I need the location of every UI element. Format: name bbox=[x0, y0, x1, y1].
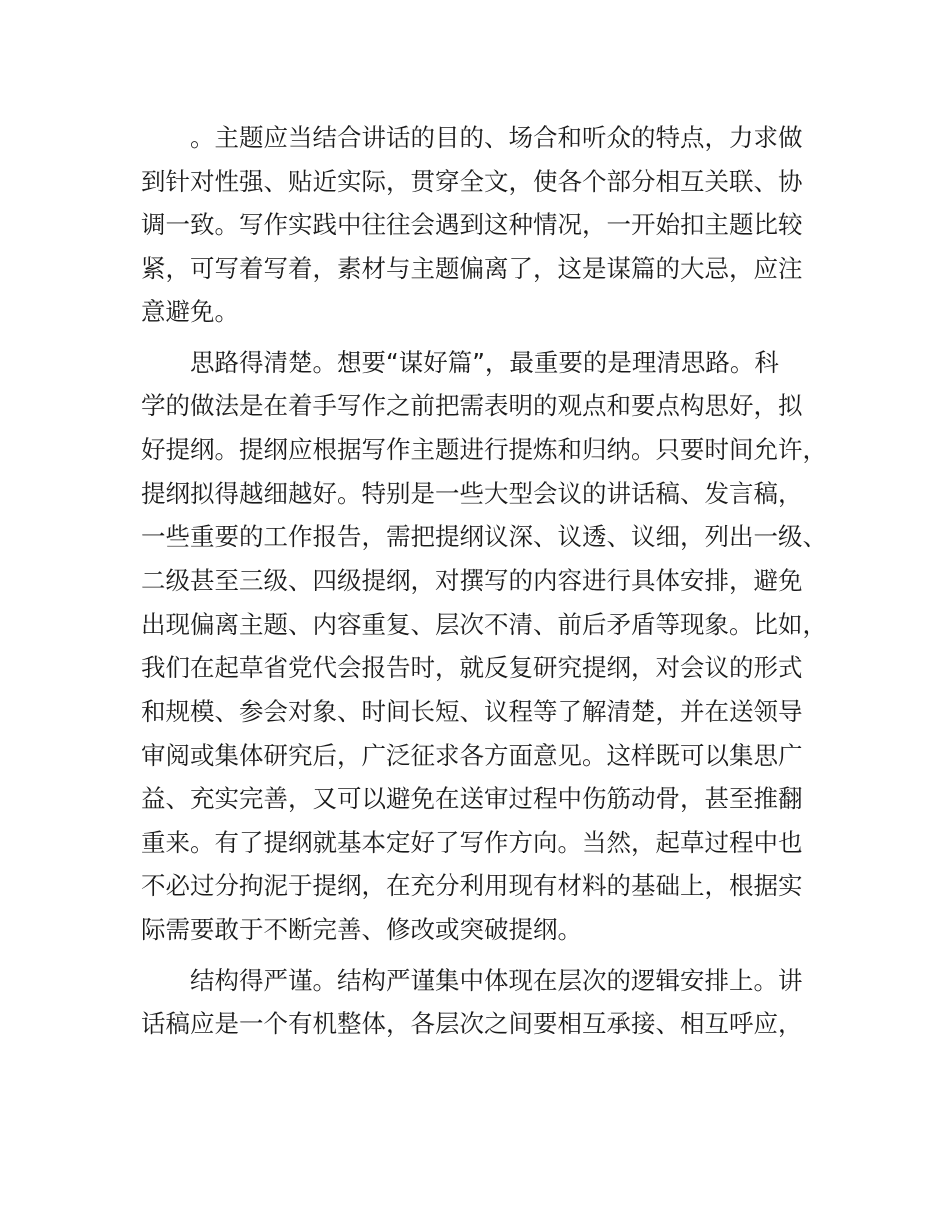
text-line: 出现偏离主题、内容重复、层次不清、前后矛盾等现象。比如， bbox=[141, 610, 827, 639]
text-line: 我们在起草省党代会报告时，就反复研究提纲，对会议的形式 bbox=[141, 653, 803, 682]
text-line: 到针对性强、贴近实际，贯穿全文，使各个部分相互关联、协 bbox=[141, 167, 803, 196]
text-line: 话稿应是一个有机整体，各层次之间要相互承接、相互呼应， bbox=[141, 1009, 803, 1038]
text-line: 际需要敢于不断完善、修改或突破提纲。 bbox=[141, 915, 582, 944]
text-line: 不必过分拘泥于提纲，在充分利用现有材料的基础上，根据实 bbox=[141, 871, 803, 900]
text-line: 。主题应当结合讲话的目的、场合和听众的特点，力求做 bbox=[190, 123, 803, 152]
text-line: 好提纲。提纲应根据写作主题进行提炼和归纳。只要时间允许， bbox=[141, 435, 827, 464]
text-line: 审阅或集体研究后，广泛征求各方面意见。这样既可以集思广 bbox=[141, 741, 803, 770]
text-line: 和规模、参会对象、时间长短、议程等了解清楚，并在送领导 bbox=[141, 697, 803, 726]
text-line: 思路得清楚。想要“谋好篇”，最重要的是理清思路。科 bbox=[190, 348, 779, 377]
text-line: 学的做法是在着手写作之前把需表明的观点和要点构思好，拟 bbox=[141, 391, 803, 420]
text-line: 结构得严谨。结构严谨集中体现在层次的逻辑安排上。讲 bbox=[190, 966, 803, 995]
text-line: 意避免。 bbox=[141, 297, 239, 326]
text-line: 提纲拟得越细越好。特别是一些大型会议的讲话稿、发言稿， bbox=[141, 479, 803, 508]
text-line: 紧，可写着写着，素材与主题偏离了，这是谋篇的大忌，应注 bbox=[141, 254, 803, 283]
text-line: 二级甚至三级、四级提纲，对撰写的内容进行具体安排，避免 bbox=[141, 566, 803, 595]
text-line: 重来。有了提纲就基本定好了写作方向。当然，起草过程中也 bbox=[141, 828, 803, 857]
text-line: 益、充实完善，又可以避免在送审过程中伤筋动骨，甚至推翻 bbox=[141, 784, 803, 813]
text-line: 调一致。写作实践中往往会遇到这种情况，一开始扣主题比较 bbox=[141, 210, 803, 239]
text-line: 一些重要的工作报告，需把提纲议深、议透、议细，列出一级、 bbox=[141, 522, 827, 551]
